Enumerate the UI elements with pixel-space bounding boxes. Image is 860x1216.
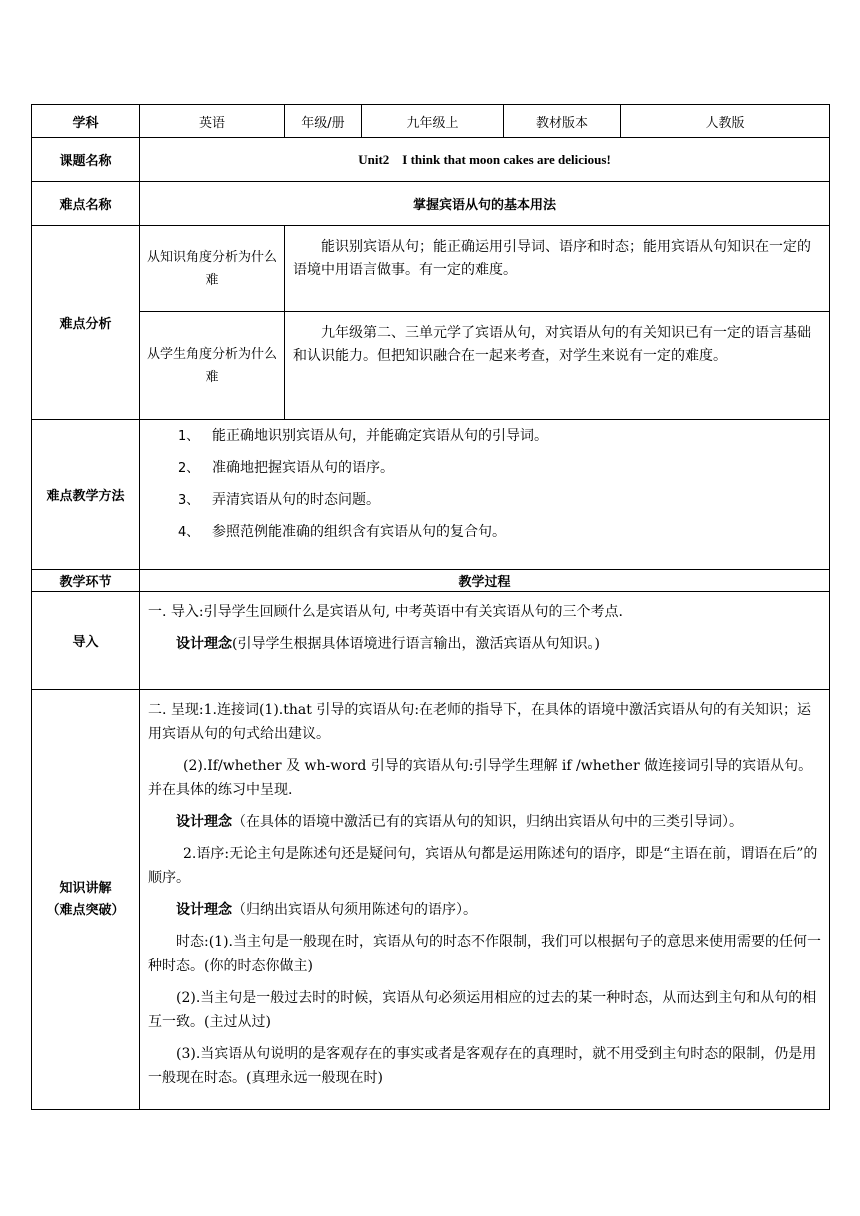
intro-text: 一. 导入:引导学生回顾什么是宾语从句, 中考英语中有关宾语从句的三个考点. (148, 604, 623, 620)
lesson-label: 课题名称 (32, 138, 140, 182)
knowledge-p5: (2).当主句是一般过去时的时候，宾语从句必须运用相应的过去的某一种时态，从而达到主句和从句的相互一致。(主过从过) (148, 990, 817, 1030)
intro-label: 导入 (32, 592, 140, 690)
intro-concept-label: 设计理念 (176, 636, 232, 652)
knowledge-label (32, 690, 140, 1110)
method-item: 2、 准确地把握宾语从句的语序。 (178, 460, 394, 476)
intro-row (32, 592, 830, 690)
methods-cell (140, 420, 830, 570)
student-angle-cell (285, 312, 830, 420)
knowledge-label-line1: 知识讲解 (59, 880, 112, 896)
edition-value: 人教版 (621, 105, 830, 138)
process-header-row (32, 570, 830, 592)
knowledge-p2: (2).If/whether 及 wh-word 引导的宾语从句:引导学生理解 if /whether 做连接词引导的宾语从句。并在具体的练习中呈现. (148, 758, 813, 798)
knowledge-concept1 (148, 810, 821, 834)
subject-value: 英语 (140, 105, 285, 138)
knowledge-concept2 (148, 898, 821, 922)
knowledge-cell (140, 690, 830, 1110)
lesson-row (32, 138, 830, 182)
knowledge-p6: (3).当宾语从句说明的是客观存在的事实或者是客观存在的真理时，就不用受到主句时态的限制，仍是用一般现在时态。(真理永远一般现在时) (148, 1046, 817, 1086)
method-item: 3、 弄清宾语从句的时态问题。 (178, 492, 380, 508)
methods-row (32, 420, 830, 570)
difficulty-name: 掌握宾语从句的基本用法 (140, 182, 830, 226)
method-item: 4、 参照范例能准确的组织含有宾语从句的复合句。 (178, 524, 506, 540)
knowledge-p1: 二. 呈现:1.连接词(1).that 引导的宾语从句:在老师的指导下，在具体的语境中激活宾语从句的有关知识；运用宾语从句的句式给出建议。 (148, 702, 812, 742)
grade-label: 年级/册 (285, 105, 362, 138)
methods-list (140, 420, 829, 543)
edition-label: 教材版本 (504, 105, 621, 138)
knowledge-angle-text: 能识别宾语从句；能正确运用引导词、语序和时态；能用宾语从句知识在一定的语境中用语言做事。有一定的难度。 (293, 239, 811, 278)
knowledge-p3: 2.语序:无论主句是陈述句还是疑问句，宾语从句都是运用陈述句的语序，即是“主语在前，谓语在后”的顺序。 (148, 846, 818, 886)
knowledge-concept1-text: （在具体的语境中激活已有的宾语从句的知识，归纳出宾语从句中的三类引导词）。 (232, 814, 743, 830)
analysis-row-student (32, 312, 830, 420)
student-angle-text: 九年级第二、三单元学了宾语从句，对宾语从句的有关知识已有一定的语言基础和认识能力。但把知识融合在一起来考查，对学生来说有一定的难度。 (293, 325, 811, 364)
student-angle-label: 从学生角度分析为什么难 (140, 312, 285, 420)
knowledge-row (32, 690, 830, 1110)
analysis-row-knowledge (32, 226, 830, 312)
subject-label: 学科 (32, 105, 140, 138)
header-row (32, 105, 830, 138)
knowledge-angle-cell (285, 226, 830, 312)
knowledge-concept2-text: （归纳出宾语从句须用陈述句的语序）。 (232, 902, 477, 918)
process-header: 教学过程 (140, 570, 830, 592)
method-item: 1、 能正确地识别宾语从句，并能确定宾语从句的引导词。 (178, 428, 548, 444)
difficulty-label: 难点名称 (32, 182, 140, 226)
stage-header: 教学环节 (32, 570, 140, 592)
knowledge-concept2-label: 设计理念 (176, 902, 232, 918)
analysis-label: 难点分析 (32, 226, 140, 420)
intro-concept (148, 632, 821, 656)
difficulty-row (32, 182, 830, 226)
lesson-plan-table (31, 104, 830, 1110)
methods-label: 难点教学方法 (32, 420, 140, 570)
knowledge-label-line2: （难点突破） (46, 902, 125, 918)
grade-value: 九年级上 (362, 105, 504, 138)
intro-cell (140, 592, 830, 690)
intro-concept-text: (引导学生根据具体语境进行语言输出，激活宾语从句知识。) (232, 636, 600, 652)
knowledge-angle-label: 从知识角度分析为什么难 (140, 226, 285, 312)
knowledge-concept1-label: 设计理念 (176, 814, 232, 830)
lesson-title: Unit2 I think that moon cakes are delicious! (140, 138, 830, 182)
knowledge-p4: 时态:(1).当主句是一般现在时，宾语从句的时态不作限制，我们可以根据句子的意思来使用需要的任何一种时态。(你的时态你做主) (148, 934, 821, 974)
